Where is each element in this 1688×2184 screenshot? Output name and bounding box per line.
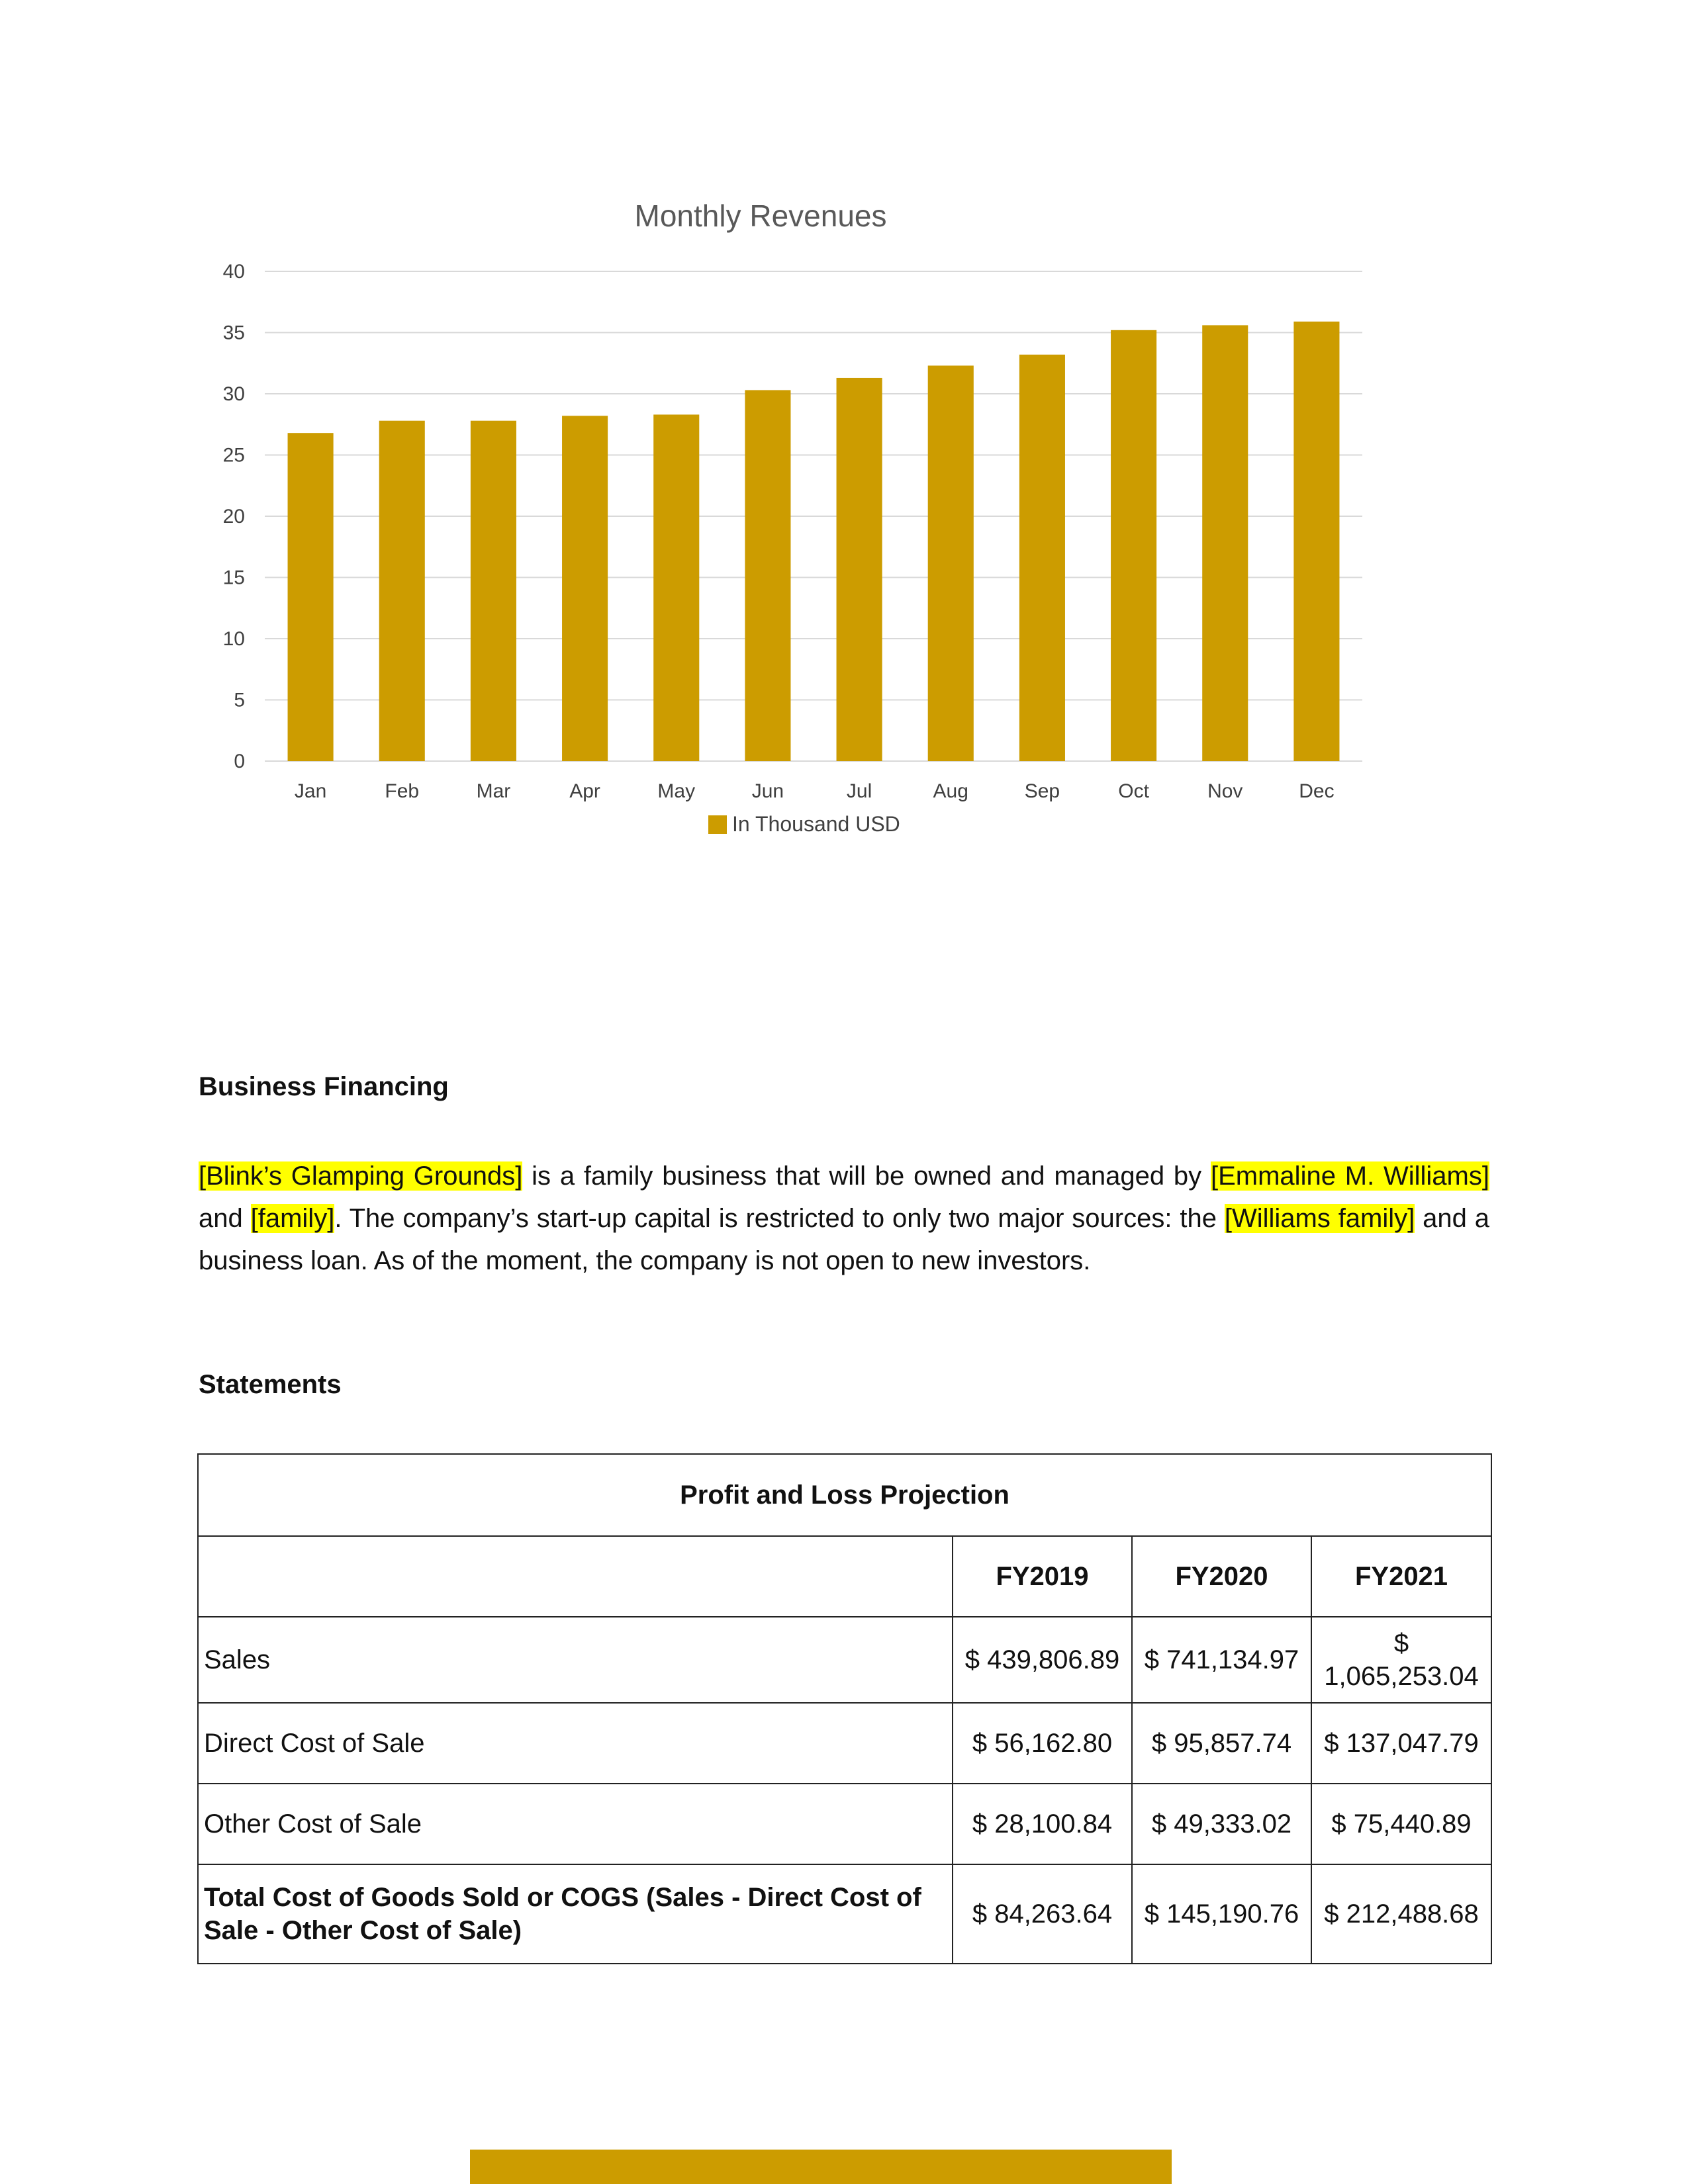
x-tick-label: Dec [1299, 780, 1335, 802]
footer-accent-bar [470, 2150, 1172, 2184]
bar [288, 433, 334, 761]
cell-value: $ 95,857.74 [1132, 1703, 1311, 1784]
cell-value: $ 49,333.02 [1132, 1784, 1311, 1864]
business-financing-paragraph [199, 1155, 1489, 1282]
cell-value: $ 145,190.76 [1132, 1864, 1311, 1964]
highlighted-placeholder: [Blink’s Glamping Grounds] [199, 1161, 523, 1191]
x-tick-label: Aug [933, 780, 968, 802]
paragraph-text: is a family business that will be owned and managed by [522, 1161, 1211, 1191]
chart-title: Monthly Revenues [634, 199, 887, 233]
x-tick-label: Jan [294, 780, 327, 802]
column-header: FY2019 [953, 1536, 1132, 1617]
bar [471, 421, 516, 761]
legend-swatch [708, 815, 727, 834]
x-tick-label: Nov [1207, 780, 1243, 802]
table-row [198, 1703, 1491, 1784]
business-financing-heading: Business Financing [199, 1072, 449, 1101]
monthly-revenues-chart [192, 192, 1383, 887]
column-header: FY2020 [1132, 1536, 1311, 1617]
row-label: Direct Cost of Sale [198, 1703, 953, 1784]
cell-value: $ 439,806.89 [953, 1617, 1132, 1703]
x-tick-label: Jul [846, 780, 872, 802]
x-tick-label: Feb [385, 780, 420, 802]
bar [837, 378, 882, 761]
legend-label: In Thousand USD [732, 812, 900, 836]
profit-and-loss-table [197, 1453, 1492, 1964]
cell-value: $ 741,134.97 [1132, 1617, 1311, 1703]
x-tick-label: Apr [569, 780, 600, 802]
paragraph-text: and [199, 1204, 251, 1233]
cell-value: $ 84,263.64 [953, 1864, 1132, 1964]
table-title: Profit and Loss Projection [198, 1454, 1491, 1536]
bar [1202, 325, 1248, 761]
y-tick-label: 20 [222, 506, 245, 527]
bar [562, 416, 608, 761]
bar [1293, 322, 1339, 761]
row-label: Sales [198, 1617, 953, 1703]
row-label: Other Cost of Sale [198, 1784, 953, 1864]
y-tick-label: 15 [222, 567, 245, 589]
table-row [198, 1617, 1491, 1703]
column-header: FY2021 [1311, 1536, 1491, 1617]
y-tick-label: 30 [222, 383, 245, 405]
bar [928, 365, 974, 761]
header-empty-cell [198, 1536, 953, 1617]
bar [1019, 355, 1065, 761]
x-tick-label: Oct [1118, 780, 1149, 802]
y-tick-label: 25 [222, 444, 245, 467]
cell-value: $ 75,440.89 [1311, 1784, 1491, 1864]
bar [379, 421, 425, 761]
x-tick-label: May [657, 780, 696, 802]
highlighted-placeholder: [Emmaline M. Williams] [1211, 1161, 1489, 1191]
y-tick-label: 10 [222, 628, 245, 650]
table-row [198, 1864, 1491, 1964]
cell-value: $ 1,065,253.04 [1311, 1617, 1491, 1703]
y-tick-label: 40 [222, 261, 245, 283]
paragraph-text: and a business loan. As of the moment, the company is not open to new investors. [199, 1204, 1489, 1275]
y-tick-label: 35 [222, 322, 245, 344]
highlighted-placeholder: [Williams family] [1224, 1204, 1415, 1233]
y-tick-label: 0 [234, 751, 245, 772]
cell-value: $ 28,100.84 [953, 1784, 1132, 1864]
y-tick-label: 5 [234, 689, 245, 711]
x-tick-label: Sep [1024, 780, 1060, 802]
statements-heading: Statements [199, 1370, 342, 1399]
table-row [198, 1784, 1491, 1864]
row-label: Total Cost of Goods Sold or COGS (Sales - Direct Cost of Sale - Other Cost of Sale) [198, 1864, 953, 1964]
bar [1111, 330, 1156, 761]
x-tick-label: Mar [476, 780, 511, 802]
bar [653, 414, 699, 761]
cell-value: $ 137,047.79 [1311, 1703, 1491, 1784]
bar [745, 390, 790, 761]
paragraph-text: . The company’s start-up capital is restricted to only two major sources: the [334, 1204, 1225, 1233]
x-tick-label: Jun [751, 780, 784, 802]
cell-value: $ 56,162.80 [953, 1703, 1132, 1784]
cell-value: $ 212,488.68 [1311, 1864, 1491, 1964]
highlighted-placeholder: [family] [250, 1204, 335, 1233]
